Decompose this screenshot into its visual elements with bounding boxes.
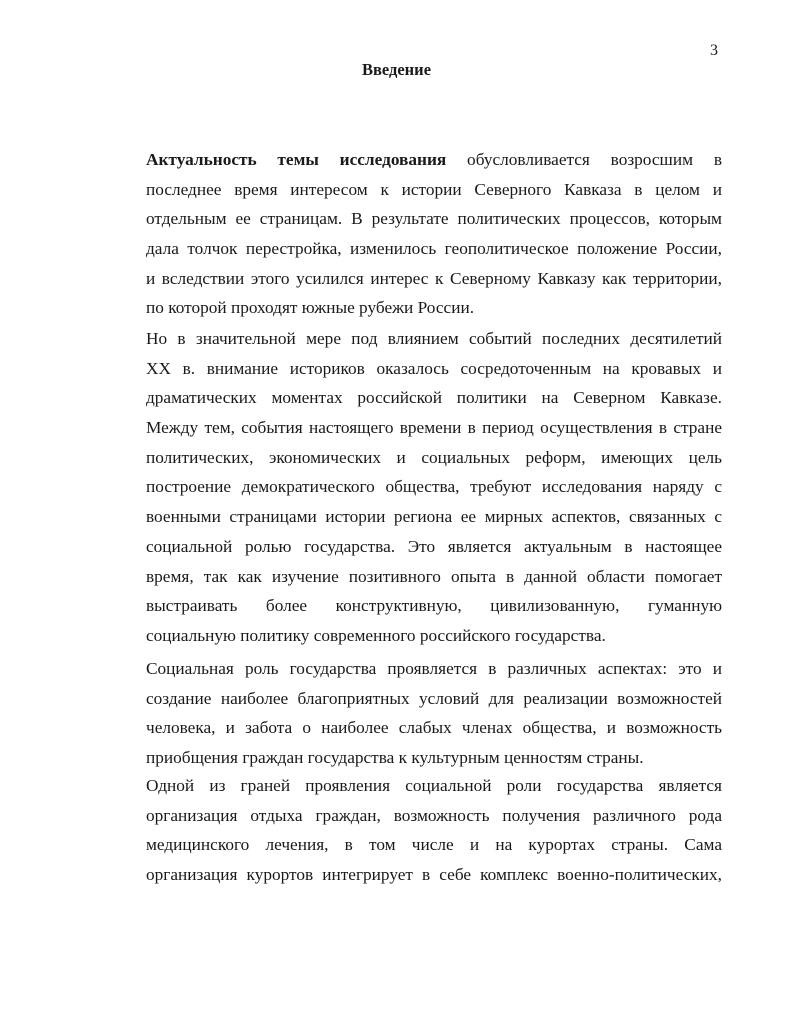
text-line: социальную политику современного российского государства. xyxy=(146,625,606,645)
text-line: человека, и забота о наиболее слабых членах общества, и возможность xyxy=(146,718,722,738)
text-line: военными страницами истории региона ее мирных аспектов, связанных с xyxy=(146,507,722,527)
text-line: последнее время интересом к истории Северного Кавказа в целом и xyxy=(146,179,722,199)
text-line: медицинского лечения, в том числе и на курортах страны. Сама xyxy=(146,835,722,855)
text-line: время, так как изучение позитивного опыта в данной области помогает xyxy=(146,566,722,586)
text-line: Социальная роль государства проявляется в различных аспектах: это и xyxy=(146,659,722,678)
text-line: построение демократического общества, требуют исследования наряду с xyxy=(146,477,722,497)
paragraph-social-role xyxy=(146,654,722,773)
page-number: 3 xyxy=(710,42,718,59)
text-line: отдельным ее страницам. В результате политических процессов, которым xyxy=(146,209,722,229)
page-title: Введение xyxy=(361,60,432,79)
text-line: создание наиболее благоприятных условий для реализации возможностей xyxy=(146,688,722,708)
text-line: Между тем, события настоящего времени в период осуществления в стране xyxy=(146,418,722,438)
text-line: XX в. внимание историков оказалось сосредоточенным на кровавых и xyxy=(146,358,722,378)
text-line: политических, экономических и социальных реформ, имеющих цель xyxy=(146,447,722,467)
text-line: Но в значительной мере под влиянием событий последних десятилетий xyxy=(146,329,722,348)
bold-lead-phrase: Актуальность темы исследования xyxy=(146,150,447,169)
text-line: социальной ролью государства. Это является актуальным в настоящее xyxy=(146,536,722,556)
paragraph-historians-focus xyxy=(146,324,722,651)
text-line: приобщения граждан государства к культурным ценностям страны. xyxy=(146,748,644,768)
text-line: организация отдыха граждан, возможность получения различного рода xyxy=(146,805,722,825)
text-line-content: обусловливается возросшим в xyxy=(446,150,722,169)
text-line: выстраивать более конструктивную, цивилизованную, гуманную xyxy=(146,596,722,616)
text-line: дала толчок перестройка, изменилось геополитическое положение России, xyxy=(146,239,722,259)
text-line: организация курортов интегрирует в себе комплекс военно-политических, xyxy=(146,865,722,885)
text-line: и вследствии этого усилился интерес к Северному Кавказу как территории, xyxy=(146,268,722,288)
paragraph-relevance xyxy=(146,145,722,323)
text-line: по которой проходят южные рубежи России. xyxy=(146,298,475,318)
text-line xyxy=(146,145,722,175)
text-line: Одной из граней проявления социальной роли государства является xyxy=(146,776,722,795)
text-line: драматических моментах российской политики на Северном Кавказе. xyxy=(146,388,722,408)
paragraph-resorts xyxy=(146,771,722,890)
